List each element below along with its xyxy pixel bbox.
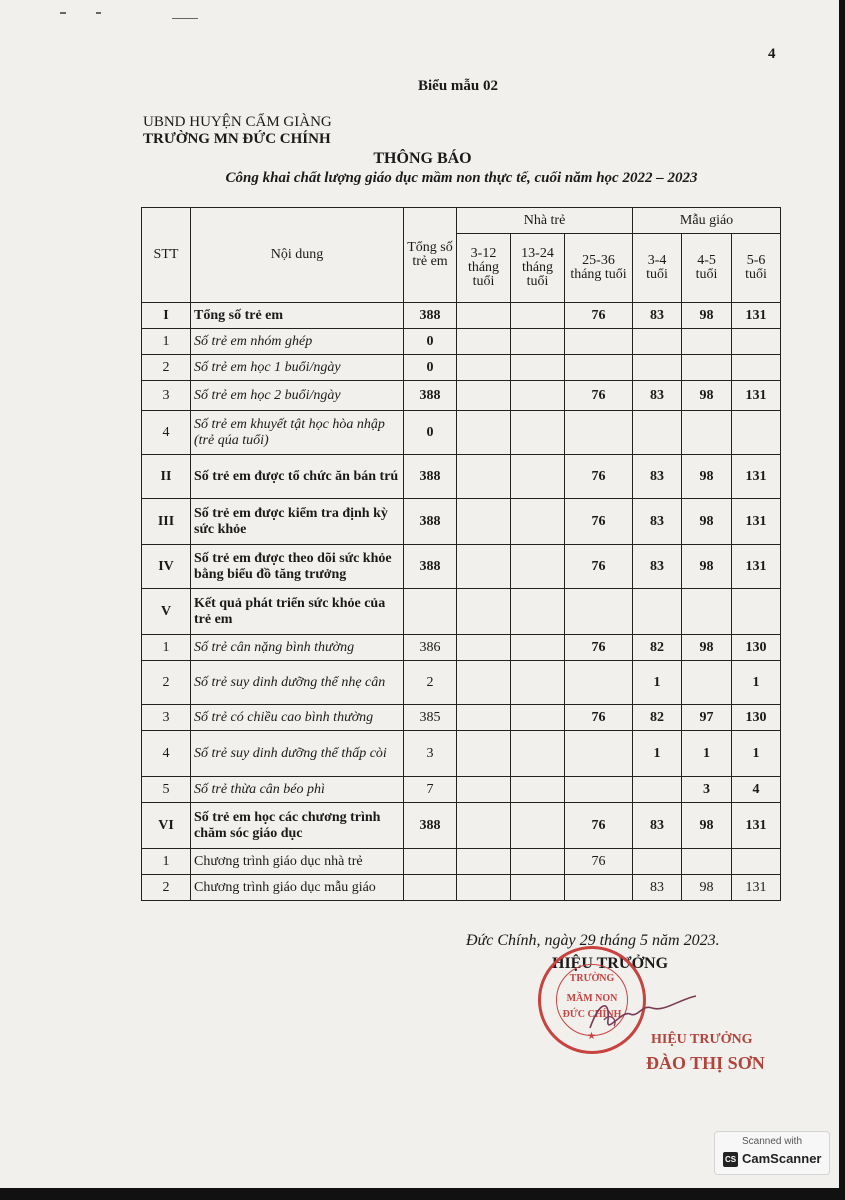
signature-title: HIỆU TRƯỞNG xyxy=(552,955,669,972)
table-row: 2 Chương trình giáo dục mẫu giáo 83 98 131 xyxy=(142,875,781,901)
header-3-12-months: 3-12 tháng tuổi xyxy=(457,234,511,303)
header-stt: STT xyxy=(142,208,191,303)
org-line-1: UBND HUYỆN CẨM GIÀNG xyxy=(143,114,332,130)
stamp-text: TRƯỜNG xyxy=(569,973,615,984)
principal-label: HIỆU TRƯỞNG xyxy=(651,1032,753,1047)
table-row: 2 Số trẻ suy dinh dưỡng thể nhẹ cân 2 1 1 xyxy=(142,661,781,705)
header-13-24-months: 13-24 tháng tuổi xyxy=(511,234,565,303)
table-row: 4 Số trẻ em khuyết tật học hòa nhập (trẻ qúa tuổi) 0 xyxy=(142,411,781,455)
header-4-5-years: 4-5 tuổi xyxy=(682,234,732,303)
header-3-4-years: 3-4 tuổi xyxy=(633,234,682,303)
quality-report-table xyxy=(141,207,781,901)
stamp-text: MẦM NON xyxy=(566,993,618,1004)
scan-border xyxy=(0,1188,845,1200)
header-mau-giao: Mẫu giáo xyxy=(633,208,781,234)
table-row: V Kết quả phát triển sức khỏe của trẻ em xyxy=(142,589,781,635)
org-line-2: TRƯỜNG MN ĐỨC CHÍNH xyxy=(143,131,331,147)
camscanner-name: CamScanner xyxy=(742,1151,822,1166)
signature-date: Đức Chính, ngày 29 tháng 5 năm 2023. xyxy=(466,932,720,949)
header-content: Nội dung xyxy=(191,208,404,303)
header-nha-tre: Nhà trẻ xyxy=(457,208,633,234)
camscanner-watermark xyxy=(714,1131,830,1175)
table-row: VI Số trẻ em học các chương trình chăm sóc giáo dục 388 76 83 98 131 xyxy=(142,803,781,849)
scan-mark xyxy=(172,18,198,19)
scan-mark xyxy=(96,12,101,14)
table-row: 1 Số trẻ cân nặng bình thường 386 76 82 98 130 xyxy=(142,635,781,661)
form-title: Biểu mẫu 02 xyxy=(418,78,499,94)
table-row: III Số trẻ em được kiểm tra định kỳ sức khỏe 388 76 83 98 131 xyxy=(142,499,781,545)
table-row: 5 Số trẻ thừa cân béo phì 7 3 4 xyxy=(142,777,781,803)
header-total: Tổng số trẻ em xyxy=(404,208,457,303)
stamp-star-icon: ★ xyxy=(587,1031,596,1042)
page-number: 4 xyxy=(768,46,776,62)
table-row: 4 Số trẻ suy dinh dưỡng thể thấp còi 3 1 1 1 xyxy=(142,731,781,777)
camscanner-caption: Scanned with xyxy=(741,1136,803,1147)
table-row: 1 Số trẻ em nhóm ghép 0 xyxy=(142,329,781,355)
table-row: I Tổng số trẻ em 388 76 83 98 131 xyxy=(142,303,781,329)
scan-mark xyxy=(60,12,66,14)
table-row: IV Số trẻ em được theo dõi sức khỏe bằng biểu đồ tăng trưởng 388 76 83 98 131 xyxy=(142,545,781,589)
notice-subtitle: Công khai chất lượng giáo dục mầm non thực tế, cuối năm học 2022 – 2023 xyxy=(225,170,698,186)
header-25-36-months: 25-36 tháng tuổi xyxy=(565,234,633,303)
table-row: 1 Chương trình giáo dục nhà trẻ 76 xyxy=(142,849,781,875)
table-row: 2 Số trẻ em học 1 buổi/ngày 0 xyxy=(142,355,781,381)
table-row: II Số trẻ em được tổ chức ăn bán trú 388 76 83 98 131 xyxy=(142,455,781,499)
stamp-text: ĐỨC CHÍNH xyxy=(562,1009,622,1020)
principal-name: ĐÀO THỊ SƠN xyxy=(646,1053,765,1073)
table-row: 3 Số trẻ em học 2 buổi/ngày 388 76 83 98 131 xyxy=(142,381,781,411)
camscanner-logo-icon: CS xyxy=(723,1152,738,1167)
table-row: 3 Số trẻ có chiều cao bình thường 385 76 82 97 130 xyxy=(142,705,781,731)
header-5-6-years: 5-6 tuổi xyxy=(732,234,781,303)
notice-title: THÔNG BÁO xyxy=(373,150,472,167)
